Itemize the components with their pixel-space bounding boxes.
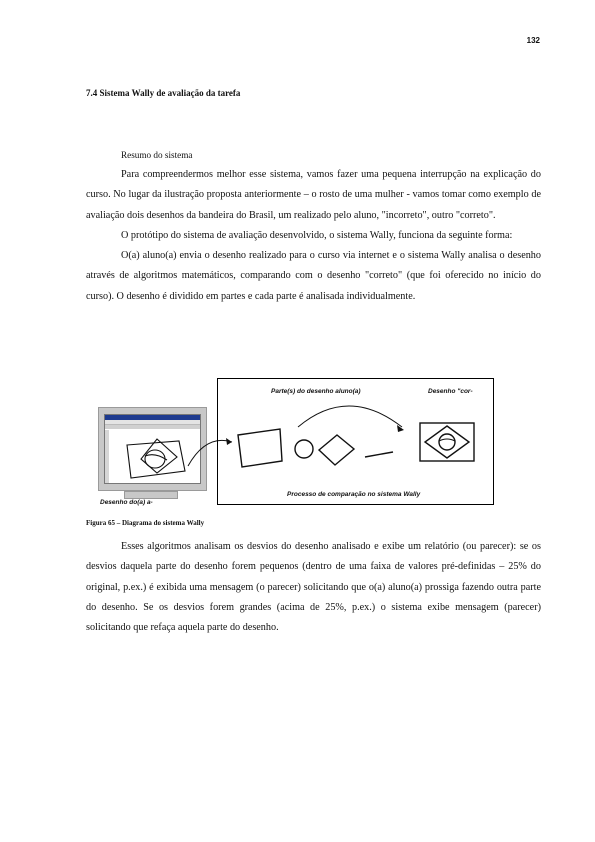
student-parts-label: Parte(s) do desenho aluno(a)	[271, 388, 361, 395]
paragraph: O protótipo do sistema de avaliação desenvolvido, o sistema Wally, funciona da seguinte forma:	[121, 229, 513, 241]
paragraph: Para compreendermos melhor esse sistema, vamos fazer uma pequena interrupção na explicação do curso. No lugar da ilustração proposta anteriormente – o rosto de uma mulher - vamos tomar como exemplo de avaliação dois desenhos da bandeira do Brasil, um realizado pelo aluno, "incorreto", outro "correto".	[86, 169, 541, 221]
page-number: 132	[526, 36, 540, 45]
part-diamond-shape	[319, 435, 354, 465]
wally-diagram-figure	[96, 378, 496, 510]
comparison-arrow	[298, 406, 402, 427]
part-rectangle-shape	[238, 429, 282, 467]
paragraph: Esses algoritmos analisam os desvios do desenho analisado e exibe um relatório (ou parecer): se os desvios daquela parte do desenho forem pequenos (dentro de uma faixa de valores pré-definidas – 25% do original, p.ex.) é exibida uma mensagem (o parecer) solicitando que o(a) aluno(a) prossiga fazendo outra parte do desenho. Se os desvios forem grandes (acima de 25%, p.ex.) o sistema exibe mensagem (parecer) solicitando que refaça aquela parte do desenho.	[86, 541, 541, 634]
correct-flag-circle	[439, 434, 455, 450]
body-text-after-figure	[86, 537, 541, 638]
process-label: Processo de comparação no sistema Wally	[287, 491, 421, 498]
comparison-process-box	[217, 378, 494, 505]
correct-drawing-label: Desenho "cor-	[428, 388, 473, 395]
part-circle-shape	[295, 440, 313, 458]
student-drawing-label: Desenho do(a) a-	[100, 499, 153, 506]
correct-flag-diamond	[425, 426, 469, 458]
part-line-shape	[365, 452, 393, 457]
figure-caption: Figura 65 – Diagrama do sistema Wally	[86, 519, 205, 527]
section-heading: 7.4 Sistema Wally de avaliação da tarefa	[86, 88, 241, 98]
correct-flag-rectangle	[420, 423, 474, 461]
paragraph: O(a) aluno(a) envia o desenho realizado para o curso via internet e o sistema Wally analisa o desenho através de algoritmos matemáticos, comparando com o desenho "correto" (que foi oferecido no início do curso). O desenho é dividido em partes e cada parte é analisada individualmente.	[86, 250, 541, 302]
correct-flag-band	[439, 439, 455, 441]
subheading: Resumo do sistema	[121, 150, 193, 160]
comparison-shapes	[218, 379, 495, 506]
body-text-before-figure	[86, 165, 541, 307]
